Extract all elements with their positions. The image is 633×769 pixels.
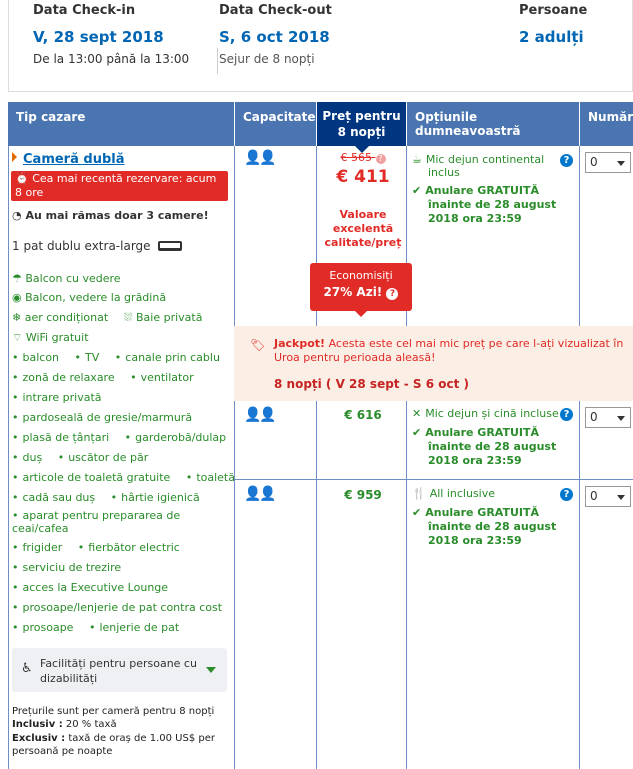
facility: hârtie igienică [121, 491, 200, 504]
checkout-label: Data Check-out [219, 3, 332, 18]
alarm-icon: ⏰ [15, 172, 29, 185]
cutlery-icon: ✕ [412, 407, 422, 420]
facility: prosoape [22, 621, 74, 634]
disability-facilities-toggle[interactable] [12, 648, 227, 692]
checkin-date[interactable]: V, 28 sept 2018 [33, 28, 164, 46]
header-number [580, 102, 633, 146]
facility: pardoseală de gresie/marmură [22, 411, 193, 424]
recent-booking-badge [11, 171, 228, 201]
grid-line [234, 146, 235, 326]
grid-line [8, 146, 9, 769]
facility: intrare privată [22, 391, 102, 404]
help-icon[interactable]: ? [560, 408, 573, 421]
room-quantity-value: 0 [590, 410, 598, 424]
cancellation-line2: înainte de 28 august [428, 440, 557, 453]
coffee-icon: ☕ [412, 153, 422, 166]
footnote-exclusive-label: Exclusiv : [12, 733, 66, 744]
facility-line: • zonă de relaxare • ventilator [12, 371, 194, 384]
booking-summary [8, 0, 633, 92]
help-icon[interactable]: ? [386, 288, 398, 300]
wifi-icon: ⌔ [12, 331, 23, 344]
cancellation-line2: înainte de 28 august [428, 198, 557, 211]
facility: ceai/cafea [12, 522, 69, 535]
two-persons-icon: 👤👤 [244, 486, 275, 502]
checkin-label: Data Check-in [33, 3, 136, 18]
facility-line: • serviciu de trezire [12, 561, 122, 574]
facility: serviciu de trezire [22, 561, 122, 574]
check-icon: ✔ [412, 426, 422, 439]
guests-value[interactable]: 2 adulți [519, 28, 584, 46]
value-note-line2: excelentă [332, 222, 394, 235]
wheelchair-icon: ♿ [21, 661, 33, 676]
facility: TV [85, 351, 100, 364]
facility: cadă sau duș [22, 491, 96, 504]
meal-option [412, 407, 559, 420]
grid-line [406, 401, 407, 769]
facility: uscător de păr [68, 451, 149, 464]
chevron-down-icon [617, 495, 625, 500]
facility-line: • articole de toaletă gratuite • toaletă [12, 471, 235, 484]
checkin-time: De la 13:00 până la 13:00 [33, 52, 190, 66]
facility-line: • duș • uscător de păr [12, 451, 149, 464]
facility: garderobă/dulap [135, 431, 227, 444]
jackpot-banner [234, 326, 633, 401]
jackpot-title: Jackpot! [274, 337, 326, 350]
facility-line: • balcon • TV • canale prin cablu [12, 351, 220, 364]
feature-balcony-view-text: Balcon cu vedere [25, 272, 121, 285]
grid-line [579, 146, 580, 326]
help-icon[interactable]: ? [560, 154, 573, 167]
footnote-inclusive-value: 20 % taxă [65, 719, 117, 730]
room-quantity-select[interactable] [585, 152, 631, 173]
facility-line: • acces la Executive Lounge [12, 581, 169, 594]
header-price-label [317, 108, 406, 140]
room-quantity-value: 0 [590, 155, 598, 169]
tag-icon: 🏷 [250, 338, 266, 352]
facility: fierbător electric [88, 541, 180, 554]
feature-balcony-view [12, 272, 121, 285]
grid-line [579, 401, 580, 769]
value-note-line3: calitate/preț [324, 236, 402, 249]
bed-info [12, 239, 182, 253]
jackpot-message: Acesta este cel mai mic preț pe care l-ați vizualizat în Uroa pentru perioada aleasă! [274, 337, 624, 364]
umbrella-icon: ☂ [12, 272, 22, 285]
meal-option-line2: inclus [428, 166, 460, 179]
value-note [321, 208, 405, 250]
cancellation-line3: 2018 ora 23:59 [428, 534, 522, 547]
feature-wifi [12, 331, 89, 345]
facility-line: • plasă de țânțari • garderobă/dulap [12, 431, 227, 444]
cancellation-line1: Anulare GRATUITĂ [425, 506, 540, 519]
cancellation-line3: 2018 ora 23:59 [428, 212, 522, 225]
facility-line: • cadă sau duș • hârtie igienică [12, 491, 200, 504]
summary-divider [217, 48, 218, 74]
two-persons-icon: 👤👤 [244, 150, 275, 166]
cancellation-info [412, 184, 556, 226]
guests-label: Persoane [519, 3, 588, 18]
snowflake-icon: ❄ [12, 311, 22, 324]
room-quantity-select[interactable] [585, 486, 631, 507]
footnote-inclusive [12, 719, 117, 730]
footnote-exclusive-value: taxă de oraș de 1.00 US$ per [68, 733, 215, 744]
pie-clock-icon: ◔ [12, 209, 22, 222]
facility: articole de toaletă gratuite [22, 471, 171, 484]
savings-label: Economisiți [329, 269, 393, 282]
rooms-left-notice [12, 209, 209, 222]
savings-percent: 27% Azi! [323, 285, 383, 299]
meal-option-line1: All inclusive [429, 487, 496, 500]
bed-text: 1 pat dublu extra-large [12, 239, 151, 253]
jackpot-dates: 8 nopți ( V 28 sept - S 6 oct ) [274, 377, 469, 391]
checkout-block [219, 3, 332, 66]
header-price-line2: 8 nopți [337, 125, 386, 139]
facility: acces la Executive Lounge [22, 581, 169, 594]
cancellation-info [412, 426, 556, 468]
facility-line: • prosoape • lenjerie de pat [12, 621, 180, 634]
header-room-type [8, 102, 234, 146]
jackpot-text [274, 337, 624, 365]
old-price-value: € 565 [340, 151, 372, 164]
meal-option [412, 153, 544, 179]
facility: ventilator [140, 371, 194, 384]
facility: aparat pentru prepararea de [22, 509, 181, 522]
header-price[interactable] [317, 102, 406, 146]
room-name-link[interactable] [12, 152, 124, 167]
guests-block [519, 3, 587, 46]
disability-line1: Facilități pentru persoane cu [40, 657, 197, 670]
help-icon[interactable]: ? [560, 488, 573, 501]
old-price [321, 151, 405, 164]
feature-ac-bath [12, 311, 202, 325]
header-room-type-label: Tip cazare [16, 110, 86, 124]
current-price: € 959 [344, 488, 382, 502]
rooms-left-text: Au mai rămas doar 3 camere! [25, 209, 209, 222]
footnote-prices: Prețurile sunt per cameră pentru 8 nopți [12, 706, 215, 717]
facility-line: • frigider • fierbător electric [12, 541, 180, 554]
facility-line: • prosoape/lenjerie de pat contra cost [12, 601, 223, 614]
shower-icon: ⛆ [123, 311, 133, 324]
stay-length: Sejur de 8 nopți [219, 52, 315, 66]
meal-option-line1: Mic dejun continental [425, 153, 545, 166]
eye-icon: ◉ [12, 291, 22, 304]
facility: duș [22, 451, 43, 464]
feature-bath-text: Baie privată [135, 311, 203, 324]
disability-text [40, 656, 197, 686]
facility: lenjerie de pat [99, 621, 180, 634]
meal-option-line1: Mic dejun și cină incluse [425, 407, 559, 420]
facility: plasă de țânțari [22, 431, 110, 444]
value-note-line1: Valoare [339, 208, 387, 221]
chevron-down-icon [617, 416, 625, 421]
bed-icon [158, 241, 182, 251]
cancellation-line1: Anulare GRATUITĂ [425, 184, 540, 197]
footnote-exclusive [12, 733, 215, 744]
room-name[interactable]: Cameră dublă [23, 152, 125, 167]
current-price: € 411 [336, 167, 390, 187]
facility-line: • pardoseală de gresie/marmură [12, 411, 193, 424]
facility-line: • aparat pentru prepararea de ceai/cafea [12, 509, 181, 535]
savings-badge [310, 263, 412, 311]
disability-line2: dizabilități [40, 672, 98, 685]
cancellation-line3: 2018 ora 23:59 [428, 454, 522, 467]
header-number-label: Număr [588, 110, 633, 124]
facility: zonă de relaxare [22, 371, 115, 384]
expand-arrow-icon [12, 152, 17, 162]
header-price-line1: Preț pentru [322, 109, 401, 123]
checkin-block [33, 3, 189, 66]
chevron-down-icon [206, 667, 216, 673]
facility: prosoape/lenjerie de pat contra cost [22, 601, 223, 614]
room-quantity-value: 0 [590, 489, 598, 503]
grid-line [316, 401, 317, 769]
header-capacity-label: Capacitate [243, 110, 316, 124]
header-options-label: Opțiunile dumneavoastră [415, 110, 521, 138]
info-icon[interactable]: ? [376, 154, 386, 164]
feature-ac-text: aer condiționat [24, 311, 109, 324]
footnote-inclusive-label: Inclusiv : [12, 719, 63, 730]
header-capacity [235, 102, 316, 146]
feature-garden-view [12, 291, 166, 304]
recent-booking-text: Cea mai recentă rezervare: acum 8 ore [15, 172, 217, 199]
grid-line [234, 401, 235, 769]
facility: frigider [22, 541, 63, 554]
room-quantity-select[interactable] [585, 407, 631, 428]
chevron-down-icon [617, 161, 625, 166]
facility: toaletă [196, 471, 235, 484]
feature-garden-view-text: Balcon, vedere la grădină [25, 291, 167, 304]
facility: canale prin cablu [125, 351, 220, 364]
header-options [407, 102, 579, 146]
footnote-exclusive-2: persoană pe noapte [12, 746, 113, 757]
cancellation-info [412, 506, 556, 548]
check-icon: ✔ [412, 506, 422, 519]
current-price: € 616 [344, 408, 382, 422]
two-persons-icon: 👤👤 [244, 407, 275, 423]
cancellation-line1: Anulare GRATUITĂ [425, 426, 540, 439]
savings-value [310, 285, 412, 300]
cancellation-line2: înainte de 28 august [428, 520, 557, 533]
fork-knife-icon: 🍴 [412, 487, 426, 500]
facility: balcon [22, 351, 60, 364]
grid-line [234, 479, 633, 480]
checkout-date[interactable]: S, 6 oct 2018 [219, 28, 330, 46]
meal-option [412, 487, 495, 500]
check-icon: ✔ [412, 184, 422, 197]
facility-line: • intrare privată [12, 391, 102, 404]
feature-wifi-text: WiFi gratuit [25, 331, 89, 344]
